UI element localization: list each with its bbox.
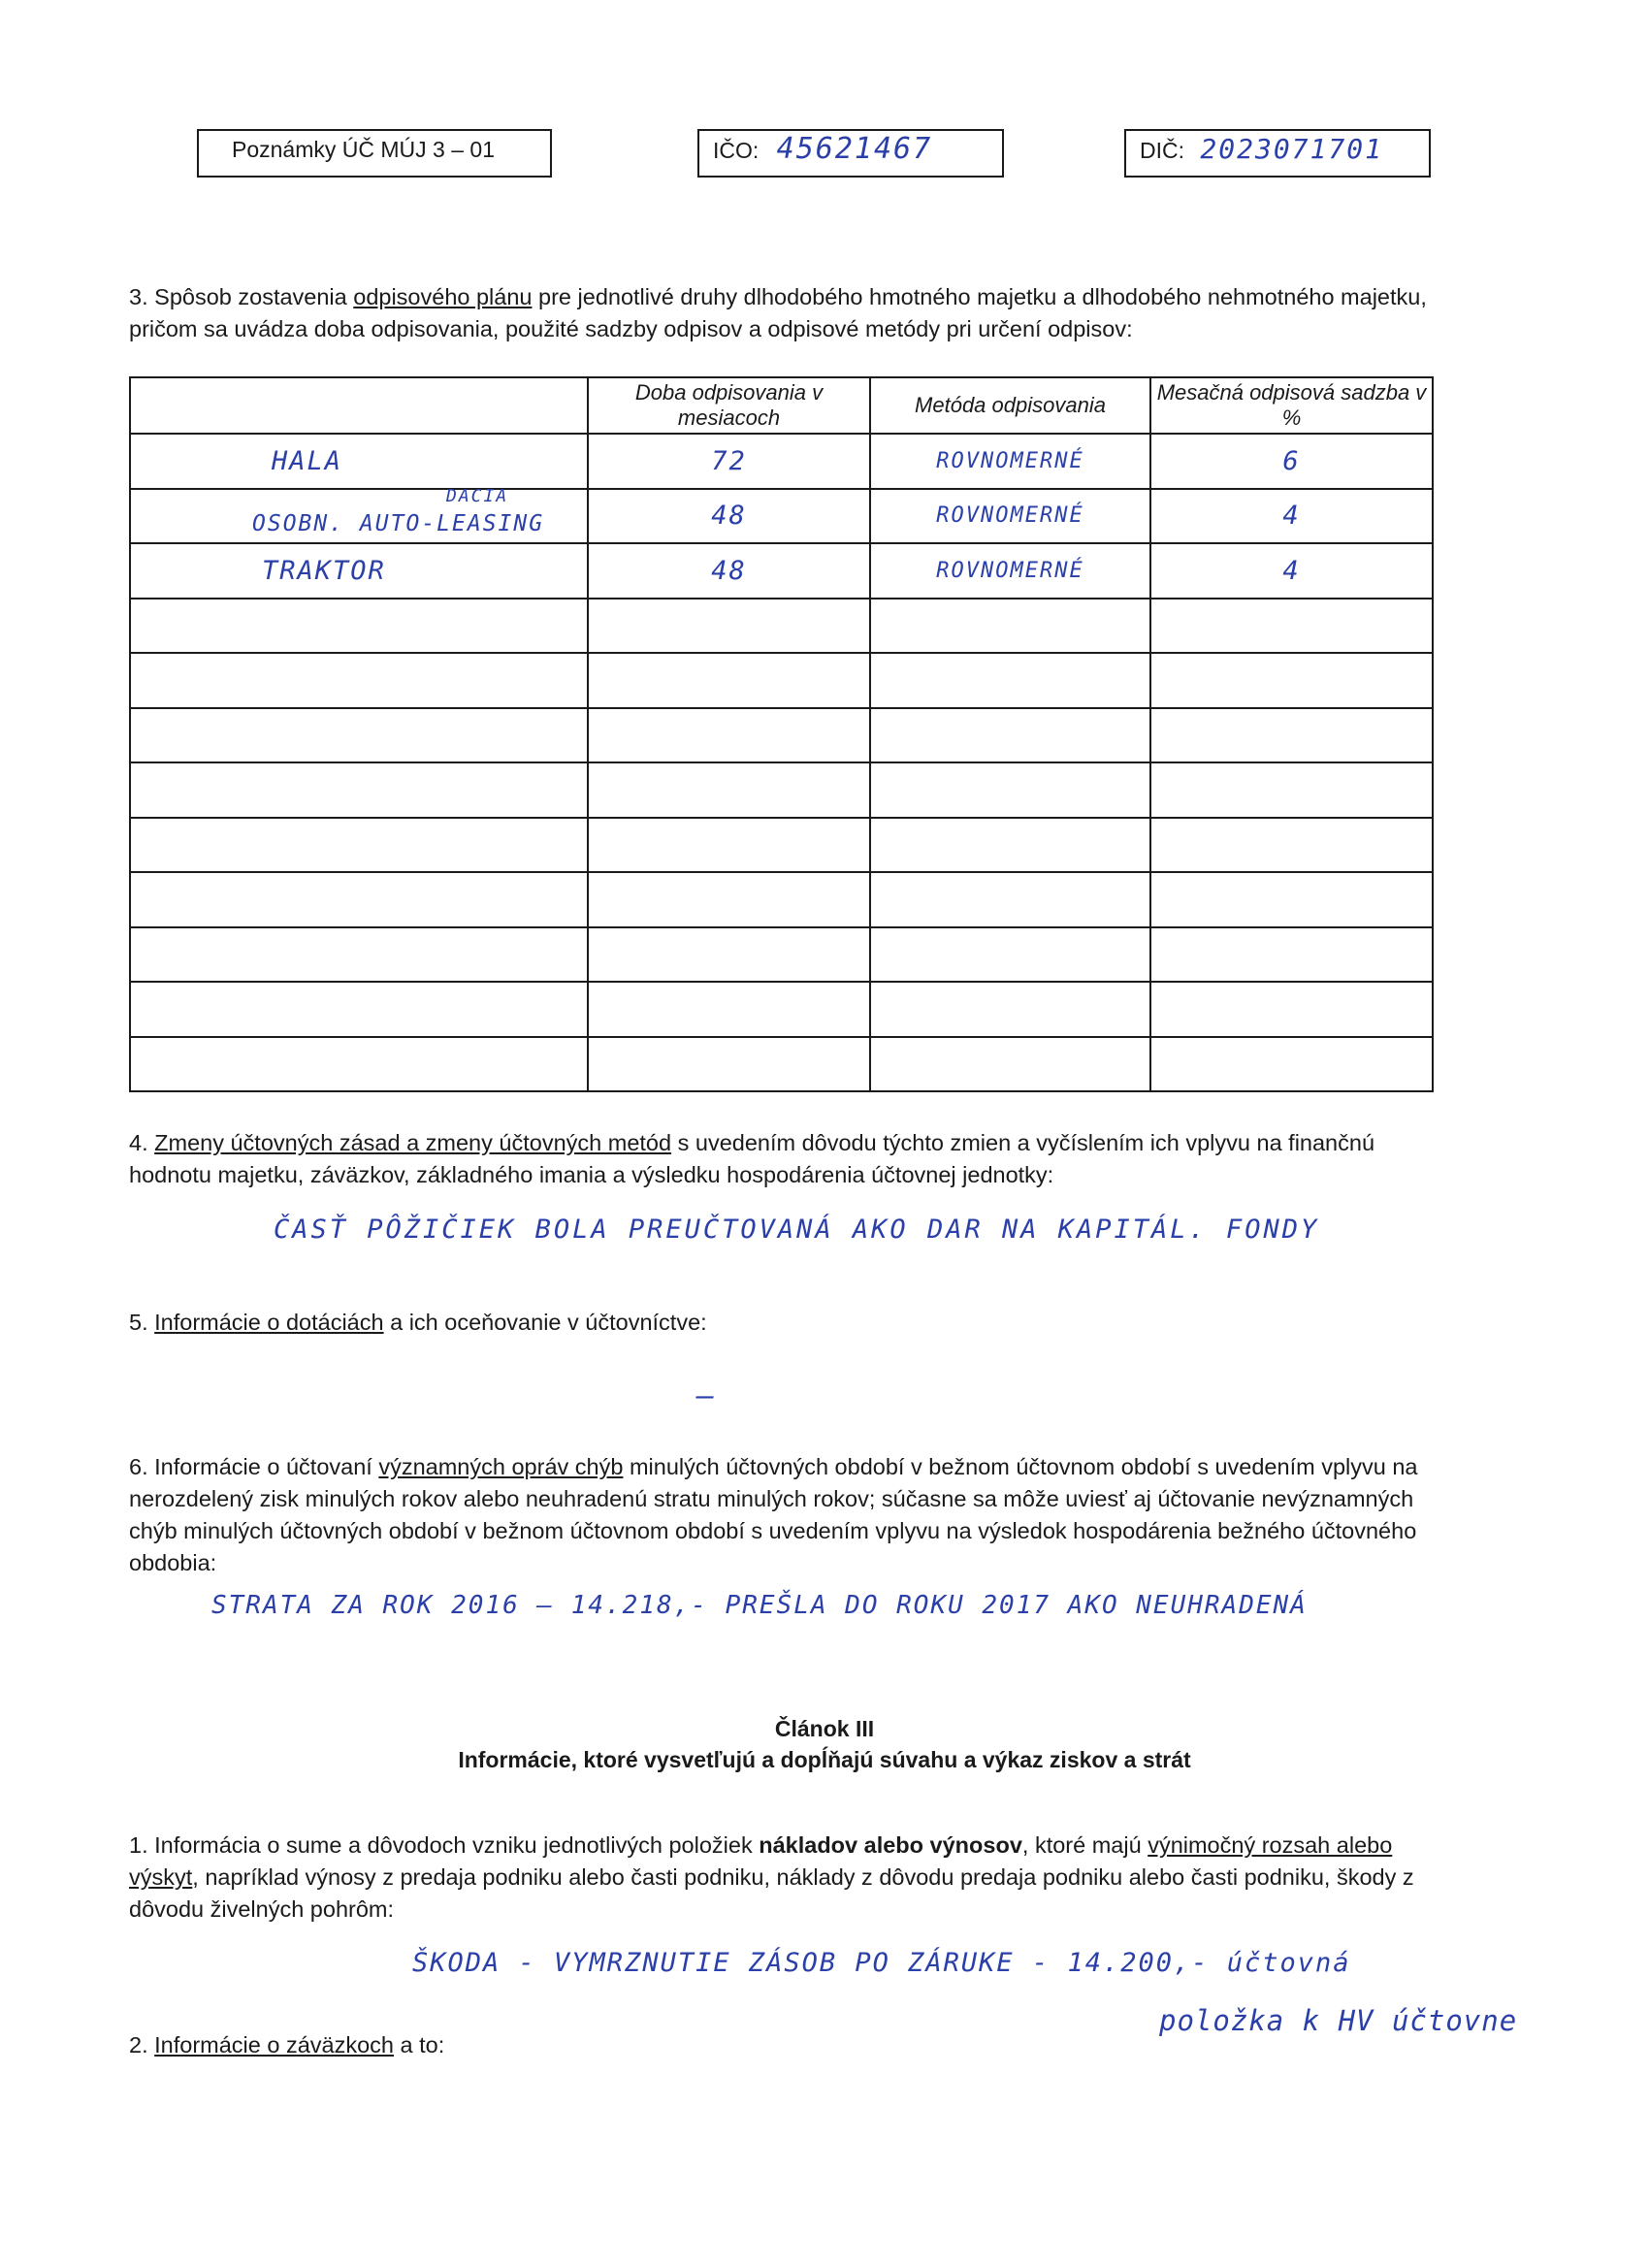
- table-row: [130, 489, 1433, 544]
- section-5-answer: —: [696, 1379, 715, 1413]
- item-1-text: [129, 1830, 1434, 1926]
- section-6-number: 6.: [129, 1454, 148, 1479]
- section-5-text: [129, 1307, 1434, 1339]
- section-6-text-before: Informácie o účtovaní: [154, 1454, 379, 1479]
- row-item: HALA: [130, 434, 588, 489]
- row-item: [130, 485, 588, 544]
- item-1-text-mid: , ktoré majú: [1021, 1832, 1148, 1858]
- dic-value: 2023071701: [1200, 133, 1383, 165]
- depreciation-table: [129, 376, 1434, 1092]
- item-1-bold: nákladov alebo výnosov: [759, 1832, 1022, 1858]
- table-header-months: Doba odpisovania v mesiacoch: [588, 377, 870, 434]
- form-label: Poznámky ÚČ MÚJ 3 – 01: [232, 137, 495, 162]
- ico-value: 45621467: [776, 132, 933, 166]
- row-method: ROVNOMERNÉ: [870, 489, 1150, 544]
- table-header-method: Metóda odpisovania: [870, 377, 1150, 434]
- item-2-number: 2.: [129, 2032, 148, 2057]
- item-1-text-before: Informácia o sume a dôvodoch vzniku jednotlivých položiek: [154, 1832, 760, 1858]
- ico-box: [697, 129, 1004, 178]
- dic-label: DIČ:: [1140, 138, 1184, 163]
- form-label-box: [197, 129, 552, 178]
- row-rate: 4: [1150, 489, 1433, 544]
- article-3-subtitle: Informácie, ktoré vysvetľujú a dopĺňajú súvahu a výkaz ziskov a strát: [458, 1747, 1191, 1772]
- table-row-empty: [130, 762, 1433, 818]
- table-row-empty: [130, 599, 1433, 654]
- table-row-empty: [130, 653, 1433, 708]
- row-item: TRAKTOR: [130, 543, 588, 599]
- dic-box: [1124, 129, 1431, 178]
- ico-label: IČO:: [713, 138, 760, 163]
- row-method: ROVNOMERNÉ: [870, 543, 1150, 599]
- section-6-underlined: významných opráv chýb: [378, 1454, 624, 1479]
- section-4-text: [129, 1127, 1434, 1191]
- item-2-text: [129, 2029, 1099, 2061]
- table-header-item: [130, 377, 588, 434]
- section-4-answer: ČASŤ PÔŽIČIEK BOLA PREUČTOVANÁ AKO DAR NA KAPITÁL. FONDY: [274, 1215, 1320, 1245]
- row-rate: 6: [1150, 434, 1433, 489]
- row-months: 48: [588, 543, 870, 599]
- table-row-empty: [130, 1037, 1433, 1092]
- section-5-text-after: a ich oceňovanie v účtovníctve:: [383, 1310, 707, 1335]
- section-6-text-after: minulých účtovných období v bežnom účtovnom období s uvedením vplyvu na nerozdelený zisk minulých rokov alebo neuhradenú stratu minulých rokov; súčasne sa môže uviesť aj účtovanie nevýznamných chýb minulých účtovných období v bežnom účtovnom období s uvedením vplyvu na výsledok hospodárenia bežného účtovného obdobia:: [129, 1454, 1418, 1575]
- row-months: 72: [588, 434, 870, 489]
- table-row-empty: [130, 982, 1433, 1037]
- section-3-text: [129, 281, 1434, 345]
- section-4-underlined: Zmeny účtovných zásad a zmeny účtovných metód: [154, 1130, 672, 1155]
- table-row: [130, 434, 1433, 489]
- table-header-rate: Mesačná odpisová sadzba v %: [1150, 377, 1433, 434]
- item-1-number: 1.: [129, 1832, 148, 1858]
- section-6-text: [129, 1451, 1434, 1579]
- item-2-text-after: a to:: [394, 2032, 445, 2057]
- row-months: 48: [588, 489, 870, 544]
- table-row-empty: [130, 927, 1433, 983]
- table-row-empty: [130, 708, 1433, 763]
- section-3-text-before: Spôsob zostavenia: [154, 284, 354, 309]
- table-header-row: [130, 377, 1433, 434]
- row-item-note: DACIA: [446, 485, 509, 506]
- section-5-number: 5.: [129, 1310, 148, 1335]
- item-1-answer-line-2: položka k HV účtovne: [1159, 2004, 1518, 2037]
- item-1-text-after: , napríklad výnosy z predaja podniku alebo časti podniku, náklady z dôvodu predaja podniku alebo časti podniku, škody z dôvodu živelných pohrôm:: [129, 1864, 1414, 1922]
- section-6-answer: STRATA ZA ROK 2016 – 14.218,- PREŠLA DO ROKU 2017 AKO NEUHRADENÁ: [211, 1591, 1308, 1620]
- section-5-underlined: Informácie o dotáciách: [154, 1310, 384, 1335]
- row-item-name: OSOBN. AUTO-LEASING: [252, 510, 545, 536]
- section-3-number: 3.: [129, 284, 148, 309]
- section-3-underlined: odpisového plánu: [353, 284, 533, 309]
- row-rate: 4: [1150, 543, 1433, 599]
- item-1-underlined: výnimočný rozsah alebo výskyt: [129, 1832, 1393, 1890]
- table-row-empty: [130, 872, 1433, 927]
- section-4-number: 4.: [129, 1130, 148, 1155]
- article-3-title: Článok III: [774, 1716, 875, 1741]
- item-1-answer-line-1: ŠKODA - VYMRZNUTIE ZÁSOB PO ZÁRUKE - 14.200,- účtovná: [412, 1948, 1351, 1978]
- section-4-text-after: s uvedením dôvodu týchto zmien a vyčíslením ich vplyvu na finančnú hodnotu majetku, záväzkov, základného imania a výsledku hospodárenia účtovnej jednotky:: [129, 1130, 1375, 1187]
- row-method: ROVNOMERNÉ: [870, 434, 1150, 489]
- item-2-underlined: Informácie o záväzkoch: [154, 2032, 395, 2057]
- table-row: [130, 543, 1433, 599]
- section-3-text-after: pre jednotlivé druhy dlhodobého hmotného majetku a dlhodobého nehmotného majetku, pričom sa uvádza doba odpisovania, použité sadzby odpisov a odpisové metódy pri určení odpisov:: [129, 284, 1427, 341]
- table-row-empty: [130, 818, 1433, 873]
